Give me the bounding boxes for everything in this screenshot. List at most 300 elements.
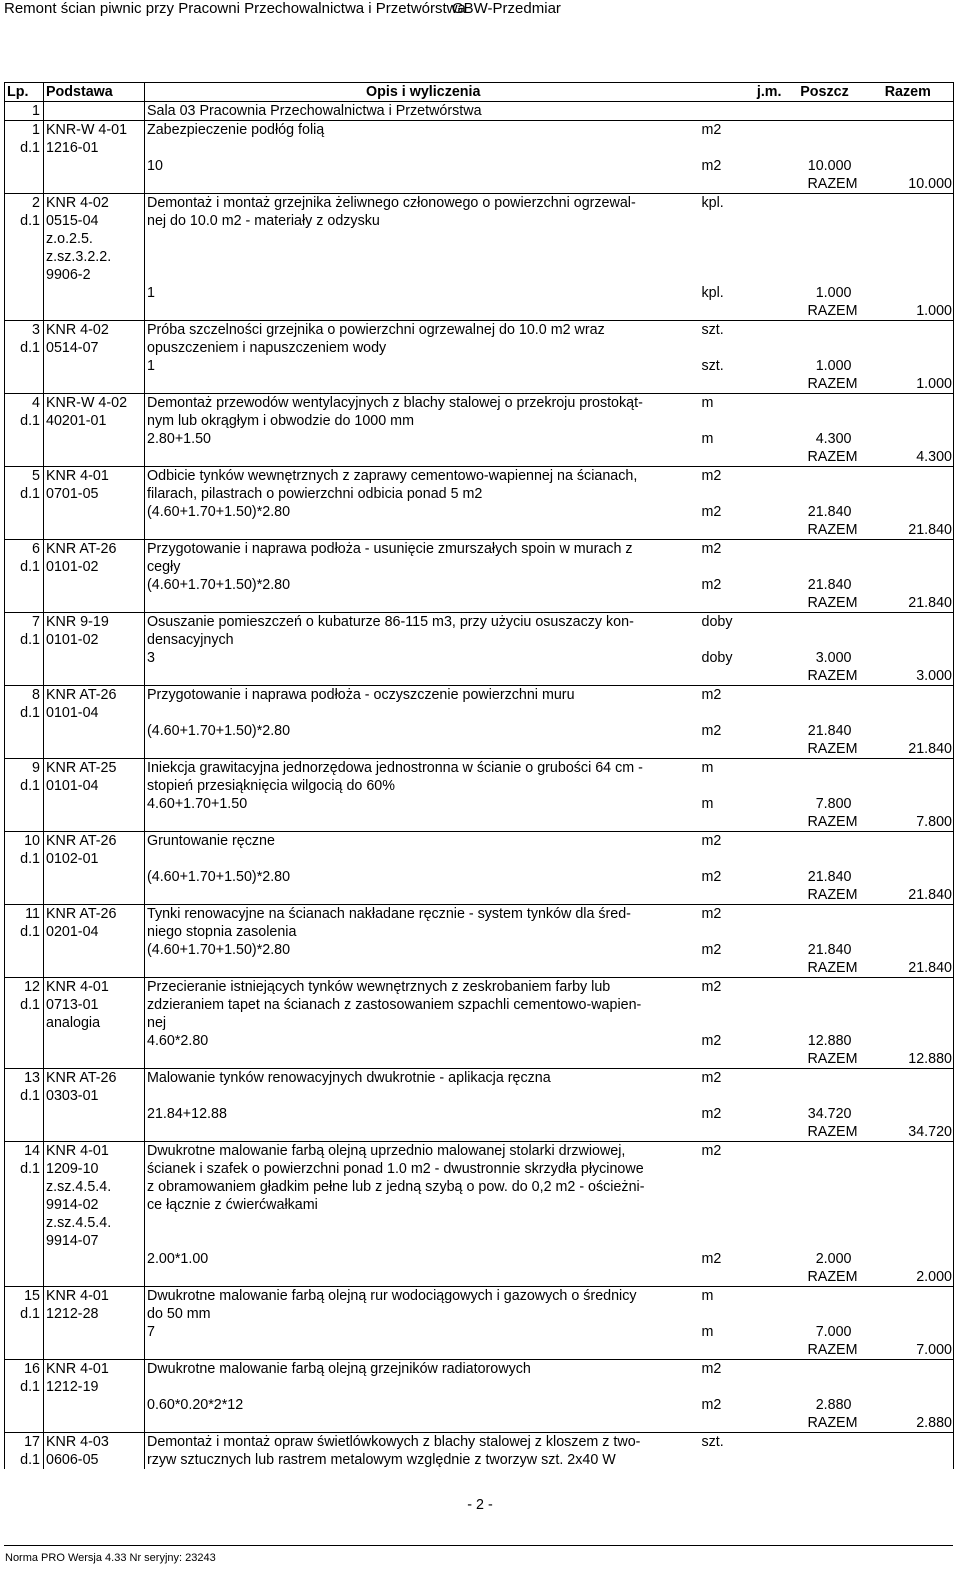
cell-c1 bbox=[44, 594, 145, 613]
cell-c5 bbox=[852, 1232, 862, 1250]
cell-c2 bbox=[145, 850, 700, 868]
cell-c5 bbox=[852, 540, 862, 559]
cell-c4 bbox=[786, 485, 852, 503]
cell-c2 bbox=[145, 813, 700, 832]
cell-c6: 7.000 bbox=[862, 1341, 954, 1360]
cell-c0: 10 bbox=[5, 832, 44, 851]
cell-c2: filarach, pilastrach o powierzchni odbicia ponad 5 m2 bbox=[145, 485, 700, 503]
estimate-table bbox=[4, 82, 954, 1469]
cell-c6 bbox=[862, 412, 954, 430]
cell-c3: m2 bbox=[700, 686, 786, 705]
cell-c0 bbox=[5, 1250, 44, 1268]
cell-c1: 0515-04 bbox=[44, 212, 145, 230]
cell-c1: KNR-W 4-01 bbox=[44, 121, 145, 140]
cell-c1 bbox=[44, 102, 145, 121]
cell-c3 bbox=[700, 485, 786, 503]
cell-c0: 15 bbox=[5, 1287, 44, 1306]
cell-c0 bbox=[5, 1178, 44, 1196]
cell-c1 bbox=[44, 722, 145, 740]
cell-c6 bbox=[862, 394, 954, 413]
cell-c0 bbox=[5, 1232, 44, 1250]
cell-c0: 2 bbox=[5, 194, 44, 213]
cell-c2 bbox=[145, 959, 700, 978]
cell-c3: szt. bbox=[701, 358, 724, 374]
cell-c2: nej bbox=[145, 1014, 700, 1032]
cell-c0 bbox=[5, 649, 44, 667]
cell-c4: 1.000 bbox=[815, 358, 852, 374]
cell-c2 bbox=[145, 1232, 700, 1250]
cell-c5 bbox=[852, 1396, 862, 1414]
cell-c5 bbox=[852, 704, 862, 722]
cell-c3 bbox=[700, 1414, 786, 1433]
cell-c5 bbox=[852, 649, 862, 667]
cell-c4 bbox=[786, 978, 852, 997]
cell-c6 bbox=[862, 759, 954, 778]
item-first-row bbox=[5, 686, 954, 705]
cell-c2: cegły bbox=[145, 558, 700, 576]
cell-c1: KNR AT-26 bbox=[44, 832, 145, 851]
cell-c3: szt. bbox=[700, 321, 786, 340]
cell-c0 bbox=[5, 1214, 44, 1232]
cell-c4: RAZEM bbox=[807, 522, 858, 538]
cell-c6 bbox=[862, 722, 954, 740]
cell-c1: 0606-05 bbox=[44, 1451, 145, 1469]
cell-c2: 21.84+12.88 bbox=[145, 1105, 700, 1123]
cell-c6 bbox=[862, 212, 954, 230]
cell-c4 bbox=[786, 996, 852, 1014]
cell-c4: 21.840 bbox=[807, 942, 852, 958]
cell-c2: Przygotowanie i naprawa podłoża - usunięcie zmurszałych spoin w murach z bbox=[145, 540, 700, 559]
cell-c4: 1.000 bbox=[815, 285, 852, 301]
cell-c5 bbox=[852, 777, 862, 795]
cell-c3 bbox=[700, 813, 786, 832]
cell-c2: Próba szczelności grzejnika o powierzchni ogrzewalnej do 10.0 m2 wraz bbox=[145, 321, 700, 340]
cell-c3 bbox=[700, 1087, 786, 1105]
table-row bbox=[5, 157, 954, 175]
cell-c0 bbox=[5, 1123, 44, 1142]
cell-c0 bbox=[5, 284, 44, 302]
cell-c4 bbox=[786, 704, 852, 722]
cell-c5 bbox=[852, 339, 862, 357]
cell-c2: 4.60+1.70+1.50 bbox=[145, 795, 700, 813]
cell-c1: 0701-05 bbox=[44, 485, 145, 503]
table-row bbox=[5, 1323, 954, 1341]
cell-c0: 9 bbox=[5, 759, 44, 778]
cell-c6: 7.800 bbox=[862, 813, 954, 832]
cell-c3 bbox=[700, 594, 786, 613]
col-jm: j.m. bbox=[700, 83, 786, 102]
cell-c5 bbox=[852, 194, 862, 213]
cell-c2: 1 bbox=[145, 357, 700, 375]
cell-c2 bbox=[145, 521, 700, 540]
cell-c1: KNR 4-01 bbox=[44, 978, 145, 997]
cell-c4: 21.840 bbox=[807, 723, 852, 739]
cell-c0 bbox=[5, 1323, 44, 1341]
cell-c4 bbox=[786, 1178, 852, 1196]
cell-c3: m2 bbox=[701, 504, 722, 520]
cell-c3: szt. bbox=[700, 1433, 786, 1452]
cell-c3: kpl. bbox=[700, 194, 786, 213]
table-row bbox=[5, 248, 954, 266]
table-row bbox=[5, 1087, 954, 1105]
cell-c3 bbox=[700, 1160, 786, 1178]
cell-c2: Przygotowanie i naprawa podłoża - oczyszczenie powierzchni muru bbox=[145, 686, 700, 705]
cell-c0 bbox=[5, 1196, 44, 1214]
cell-c1: KNR 9-19 bbox=[44, 613, 145, 632]
cell-c5 bbox=[852, 576, 862, 594]
cell-c4 bbox=[786, 1433, 852, 1452]
cell-c5 bbox=[852, 558, 862, 576]
cell-c0 bbox=[5, 740, 44, 759]
cell-c6 bbox=[862, 631, 954, 649]
table-row bbox=[5, 1105, 954, 1123]
cell-c4: 34.720 bbox=[807, 1106, 852, 1122]
table-row bbox=[5, 1305, 954, 1323]
cell-c4 bbox=[786, 121, 852, 140]
overlapping-title: GBW-Przedmiar bbox=[452, 0, 561, 17]
cell-c6 bbox=[862, 230, 954, 248]
cell-c3 bbox=[700, 1014, 786, 1032]
cell-c3: m2 bbox=[701, 1251, 722, 1267]
cell-c6 bbox=[862, 850, 954, 868]
cell-c0: 5 bbox=[5, 467, 44, 486]
cell-c1: KNR 4-01 bbox=[44, 1360, 145, 1379]
cell-c5 bbox=[852, 485, 862, 503]
cell-c5 bbox=[852, 1196, 862, 1214]
cell-c5 bbox=[852, 139, 862, 157]
cell-c6: 2.880 bbox=[862, 1414, 954, 1433]
cell-c1 bbox=[44, 667, 145, 686]
cell-c3 bbox=[700, 1378, 786, 1396]
cell-c1: KNR AT-25 bbox=[44, 759, 145, 778]
cell-c5 bbox=[852, 284, 862, 302]
table-row bbox=[5, 430, 954, 448]
cell-c3 bbox=[700, 212, 786, 230]
cell-c2: rzyw sztucznych lub rastrem metalowym względnie z tworzyw szt. 2x40 W bbox=[145, 1451, 700, 1469]
page-header bbox=[4, 0, 960, 26]
cell-c3: m2 bbox=[701, 723, 722, 739]
cell-c1 bbox=[44, 959, 145, 978]
item-first-row bbox=[5, 1142, 954, 1161]
cell-c4 bbox=[786, 1378, 852, 1396]
cell-c5 bbox=[852, 1032, 862, 1050]
cell-c4: 10.000 bbox=[807, 158, 852, 174]
cell-c5 bbox=[852, 503, 862, 521]
cell-c4 bbox=[786, 540, 852, 559]
cell-c5 bbox=[852, 266, 862, 284]
cell-c4 bbox=[786, 394, 852, 413]
cell-c1: 9906-2 bbox=[44, 266, 145, 284]
cell-c0: d.1 bbox=[5, 558, 44, 576]
cell-c1: 0201-04 bbox=[44, 923, 145, 941]
cell-c4: RAZEM bbox=[807, 814, 858, 830]
cell-c5 bbox=[852, 759, 862, 778]
cell-c4: 21.840 bbox=[807, 504, 852, 520]
cell-c1: 0101-02 bbox=[44, 558, 145, 576]
cell-c2: (4.60+1.70+1.50)*2.80 bbox=[145, 941, 700, 959]
cell-c5 bbox=[852, 631, 862, 649]
cell-c2: Dwukrotne malowanie farbą olejną grzejników radiatorowych bbox=[145, 1360, 700, 1379]
cell-c4: 2.000 bbox=[815, 1251, 852, 1267]
item-first-row bbox=[5, 613, 954, 632]
cell-c2 bbox=[145, 1268, 700, 1287]
cell-c5 bbox=[852, 905, 862, 924]
cell-c0: 14 bbox=[5, 1142, 44, 1161]
cell-c2 bbox=[145, 1050, 700, 1069]
table-row bbox=[5, 1396, 954, 1414]
cell-c3: m2 bbox=[700, 978, 786, 997]
cell-c0: 7 bbox=[5, 613, 44, 632]
cell-c6 bbox=[862, 941, 954, 959]
cell-c1 bbox=[44, 941, 145, 959]
cell-c6 bbox=[862, 102, 954, 121]
cell-c1 bbox=[44, 1250, 145, 1268]
cell-c0 bbox=[5, 576, 44, 594]
cell-c2: stopień przesiąknięcia wilgocią do 60% bbox=[145, 777, 700, 795]
cell-c6 bbox=[862, 686, 954, 705]
cell-c3 bbox=[700, 850, 786, 868]
item-first-row bbox=[5, 467, 954, 486]
cell-c0 bbox=[5, 813, 44, 832]
cell-c6 bbox=[862, 996, 954, 1014]
cell-c2: 0.60*0.20*2*12 bbox=[145, 1396, 700, 1414]
cell-c4: RAZEM bbox=[807, 960, 858, 976]
cell-c0 bbox=[5, 521, 44, 540]
cell-c1: 0101-04 bbox=[44, 777, 145, 795]
cell-c6: 21.840 bbox=[862, 521, 954, 540]
cell-c5 bbox=[852, 996, 862, 1014]
cell-c1 bbox=[44, 813, 145, 832]
cell-c6 bbox=[862, 905, 954, 924]
cell-c4 bbox=[786, 1160, 852, 1178]
cell-c0 bbox=[5, 1014, 44, 1032]
cell-c2 bbox=[145, 139, 700, 157]
cell-c6 bbox=[862, 649, 954, 667]
cell-c3 bbox=[700, 175, 786, 194]
cell-c6 bbox=[862, 1396, 954, 1414]
razem-row bbox=[5, 175, 954, 194]
cell-c6 bbox=[862, 248, 954, 266]
cell-c3 bbox=[700, 1178, 786, 1196]
cell-c4 bbox=[786, 832, 852, 851]
cell-c5 bbox=[852, 1069, 862, 1088]
cell-c2: 4.60*2.80 bbox=[145, 1032, 700, 1050]
table-row bbox=[5, 1032, 954, 1050]
cell-c6 bbox=[862, 1160, 954, 1178]
cell-c1 bbox=[44, 1396, 145, 1414]
cell-c3 bbox=[700, 448, 786, 467]
cell-c4 bbox=[786, 1232, 852, 1250]
cell-c4 bbox=[786, 412, 852, 430]
cell-c4 bbox=[786, 1196, 852, 1214]
cell-c2: Demontaż i montaż opraw świetlówkowych z blachy stalowej z kloszem z two- bbox=[145, 1433, 700, 1452]
cell-c3: m2 bbox=[701, 577, 722, 593]
cell-c4: RAZEM bbox=[807, 449, 858, 465]
cell-c6 bbox=[862, 1378, 954, 1396]
cell-c6 bbox=[862, 1451, 954, 1469]
cell-c2: Przecieranie istniejących tynków wewnętrznych z zeskrobaniem farby lub bbox=[145, 978, 700, 997]
cell-c6 bbox=[862, 1032, 954, 1050]
cell-c1: 9914-02 bbox=[44, 1196, 145, 1214]
cell-c4: 7.800 bbox=[815, 796, 852, 812]
table-row bbox=[5, 795, 954, 813]
cell-c6: 3.000 bbox=[862, 667, 954, 686]
cell-c2: opuszczeniem i napuszczeniem wody bbox=[145, 339, 700, 357]
table-row bbox=[5, 777, 954, 795]
cell-c1: KNR-W 4-02 bbox=[44, 394, 145, 413]
table-row bbox=[5, 1160, 954, 1178]
cell-c3 bbox=[700, 667, 786, 686]
cell-c1 bbox=[44, 503, 145, 521]
cell-c5 bbox=[852, 1105, 862, 1123]
cell-c3 bbox=[700, 521, 786, 540]
table-row bbox=[5, 704, 954, 722]
cell-c1: KNR 4-01 bbox=[44, 467, 145, 486]
cell-c2: z obramowaniem gładkim pełne lub z jedną szybą o pow. do 0,2 m2 - ościeżni- bbox=[145, 1178, 700, 1196]
page-number: - 2 - bbox=[467, 1497, 493, 1513]
cell-c1 bbox=[44, 576, 145, 594]
cell-c2 bbox=[145, 175, 700, 194]
cell-c5 bbox=[852, 795, 862, 813]
item-first-row bbox=[5, 321, 954, 340]
cell-c2 bbox=[145, 1214, 700, 1232]
cell-c6 bbox=[862, 868, 954, 886]
cell-c6 bbox=[862, 1178, 954, 1196]
item-first-row bbox=[5, 759, 954, 778]
table-row bbox=[5, 923, 954, 941]
cell-c4: RAZEM bbox=[807, 376, 858, 392]
cell-c3: kpl. bbox=[701, 285, 724, 301]
table-row bbox=[5, 139, 954, 157]
col-razem: Razem bbox=[862, 83, 954, 102]
cell-c1: 40201-01 bbox=[44, 412, 145, 430]
cell-c5 bbox=[852, 686, 862, 705]
cell-c6 bbox=[862, 777, 954, 795]
cell-c1: analogia bbox=[44, 1014, 145, 1032]
cell-c4 bbox=[786, 777, 852, 795]
cell-c1 bbox=[44, 740, 145, 759]
cell-c1: 0101-02 bbox=[44, 631, 145, 649]
cell-c0 bbox=[5, 157, 44, 175]
cell-c0 bbox=[5, 448, 44, 467]
cell-c5 bbox=[852, 102, 862, 121]
razem-row bbox=[5, 448, 954, 467]
item-first-row bbox=[5, 832, 954, 851]
cell-c2: nym lub okrągłym i obwodzie do 1000 mm bbox=[145, 412, 700, 430]
cell-c6 bbox=[862, 1323, 954, 1341]
cell-c2: niego stopnia zasolenia bbox=[145, 923, 700, 941]
cell-c2: densacyjnych bbox=[145, 631, 700, 649]
cell-c2 bbox=[145, 594, 700, 613]
cell-c1: 1216-01 bbox=[44, 139, 145, 157]
cell-c0 bbox=[5, 230, 44, 248]
cell-c4 bbox=[786, 266, 852, 284]
table-row bbox=[5, 1196, 954, 1214]
cell-c0 bbox=[5, 941, 44, 959]
cell-c1 bbox=[44, 1323, 145, 1341]
cell-c3 bbox=[700, 302, 786, 321]
cell-c2 bbox=[145, 448, 700, 467]
razem-row bbox=[5, 302, 954, 321]
footer-divider bbox=[4, 1545, 953, 1546]
cell-c0 bbox=[5, 795, 44, 813]
cell-c6 bbox=[862, 1105, 954, 1123]
cell-c6 bbox=[862, 704, 954, 722]
cell-c2: zdzieraniem tapet na ścianach z zastosowaniem szpachli cementowo-wapien- bbox=[145, 996, 700, 1014]
cell-c0 bbox=[5, 1268, 44, 1287]
cell-c4 bbox=[786, 1087, 852, 1105]
table-row bbox=[5, 339, 954, 357]
cell-c0: d.1 bbox=[5, 850, 44, 868]
cell-c1 bbox=[44, 175, 145, 194]
cell-c1: KNR AT-26 bbox=[44, 1069, 145, 1088]
cell-c3 bbox=[700, 1451, 786, 1469]
cell-c4: RAZEM bbox=[807, 1124, 858, 1140]
cell-c3: m bbox=[700, 394, 786, 413]
cell-c2: nej do 10.0 m2 - materiały z odzysku bbox=[145, 212, 700, 230]
cell-c2: ścianek i szafek o powierzchni ponad 1.0 m2 - dwustronnie skrzydła płycinowe bbox=[145, 1160, 700, 1178]
cell-c5 bbox=[852, 1214, 862, 1232]
cell-c6 bbox=[862, 576, 954, 594]
cell-c0: d.1 bbox=[5, 412, 44, 430]
cell-c3 bbox=[700, 1214, 786, 1232]
cell-c0: d.1 bbox=[5, 777, 44, 795]
item-first-row bbox=[5, 905, 954, 924]
cell-c4 bbox=[786, 905, 852, 924]
razem-row bbox=[5, 740, 954, 759]
table-row bbox=[5, 357, 954, 375]
cell-c4: RAZEM bbox=[807, 303, 858, 319]
razem-row bbox=[5, 1414, 954, 1433]
cell-c2 bbox=[145, 886, 700, 905]
item-first-row bbox=[5, 540, 954, 559]
cell-c6 bbox=[862, 1232, 954, 1250]
cell-c3 bbox=[700, 996, 786, 1014]
table-row bbox=[5, 576, 954, 594]
cell-c4: RAZEM bbox=[807, 1269, 858, 1285]
cell-c1 bbox=[44, 868, 145, 886]
cell-c1 bbox=[44, 1105, 145, 1123]
col-poszcz: Poszcz bbox=[786, 83, 862, 102]
cell-c4 bbox=[786, 194, 852, 213]
cell-c0 bbox=[5, 302, 44, 321]
cell-c3: m2 bbox=[700, 1360, 786, 1379]
cell-c0 bbox=[5, 722, 44, 740]
cell-c1: KNR AT-26 bbox=[44, 905, 145, 924]
cell-c4 bbox=[786, 1069, 852, 1088]
cell-c6 bbox=[862, 121, 954, 140]
cell-c5 bbox=[852, 212, 862, 230]
table-row bbox=[5, 266, 954, 284]
cell-c6: 4.300 bbox=[862, 448, 954, 467]
cell-c4 bbox=[786, 1360, 852, 1379]
cell-c6 bbox=[862, 139, 954, 157]
cell-c6 bbox=[862, 357, 954, 375]
cell-c6 bbox=[862, 266, 954, 284]
cell-c1: z.sz.4.5.4. bbox=[44, 1178, 145, 1196]
cell-c5 bbox=[852, 121, 862, 140]
cell-c3: m2 bbox=[700, 467, 786, 486]
cell-c2 bbox=[145, 667, 700, 686]
item-first-row bbox=[5, 1433, 954, 1452]
cell-c1: KNR AT-26 bbox=[44, 540, 145, 559]
cell-c3 bbox=[700, 102, 786, 121]
cell-c3: doby bbox=[700, 613, 786, 632]
cell-c6 bbox=[862, 795, 954, 813]
cell-c2: (4.60+1.70+1.50)*2.80 bbox=[145, 576, 700, 594]
cell-c4 bbox=[786, 923, 852, 941]
cell-c1: KNR 4-02 bbox=[44, 321, 145, 340]
